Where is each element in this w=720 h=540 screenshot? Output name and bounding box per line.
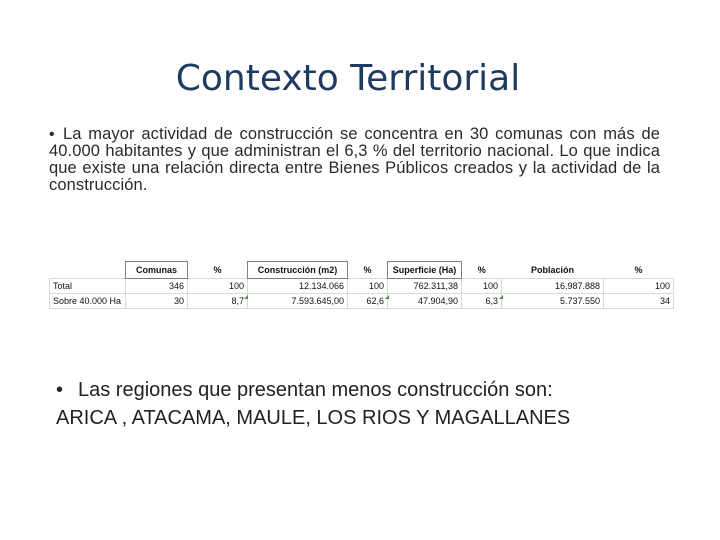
intro-paragraph (49, 126, 660, 194)
intro-paragraph-text: La mayor actividad de construcción se concentra en 30 comunas con más de 40.000 habitantes y que administran el 6,3 % del territorio nacional. Lo que indica que existe una relación directa entre Bienes Públicos creados y la actividad de la construcción. (49, 125, 660, 194)
header-comunas: Comunas (126, 262, 188, 279)
header-percent-comunas: % (213, 264, 222, 275)
regions-line-1-text: Las regiones que presentan menos construcción son: (78, 379, 553, 401)
table-row (50, 294, 674, 309)
header-percent-superficie: % (477, 264, 486, 275)
cell-superficie: 762.311,38 (388, 279, 462, 294)
regions-line-1 (56, 376, 696, 404)
cell-superficie: 47.904,90 (388, 294, 462, 309)
header-cell-empty (50, 262, 126, 279)
cell-percent-poblacion: 34 (604, 294, 674, 309)
cell-percent-construccion: 100 (348, 279, 388, 294)
header-superficie: Superficie (Ha) (388, 262, 462, 279)
error-indicator-icon (244, 295, 248, 299)
table-header-row (50, 262, 674, 279)
statistics-table (49, 261, 674, 309)
header-construccion: Construcción (m2) (248, 262, 348, 279)
error-indicator-icon (385, 295, 389, 299)
cell-percent-poblacion: 100 (604, 279, 674, 294)
regions-paragraph (56, 376, 696, 432)
cell-poblacion: 16.987.888 (502, 279, 604, 294)
slide-title: Contexto Territorial (175, 58, 521, 99)
cell-comunas: 30 (126, 294, 188, 309)
row-label: Total (50, 279, 126, 294)
cell-percent-construccion: 62,6 (348, 294, 388, 309)
header-percent-poblacion: % (634, 264, 643, 275)
row-label: Sobre 40.000 Ha (50, 294, 126, 309)
cell-poblacion: 5.737.550 (502, 294, 604, 309)
table-row (50, 279, 674, 294)
bullet-icon: • (56, 379, 64, 401)
cell-comunas: 346 (126, 279, 188, 294)
error-indicator-icon (499, 295, 503, 299)
regions-line-2: ARICA , ATACAMA, MAULE, LOS RIOS Y MAGALLANES (56, 407, 571, 429)
cell-construccion: 7.593.645,00 (248, 294, 348, 309)
bullet-icon: • (49, 126, 55, 143)
cell-percent-comunas: 100 (188, 279, 248, 294)
header-poblacion: Población (530, 264, 574, 275)
cell-construccion: 12.134.066 (248, 279, 348, 294)
statistics-table-container (49, 261, 673, 311)
cell-percent-superficie: 100 (462, 279, 502, 294)
header-percent-construccion: % (363, 264, 372, 275)
cell-percent-superficie: 6,3 (462, 294, 502, 309)
cell-percent-comunas: 8,7 (188, 294, 248, 309)
